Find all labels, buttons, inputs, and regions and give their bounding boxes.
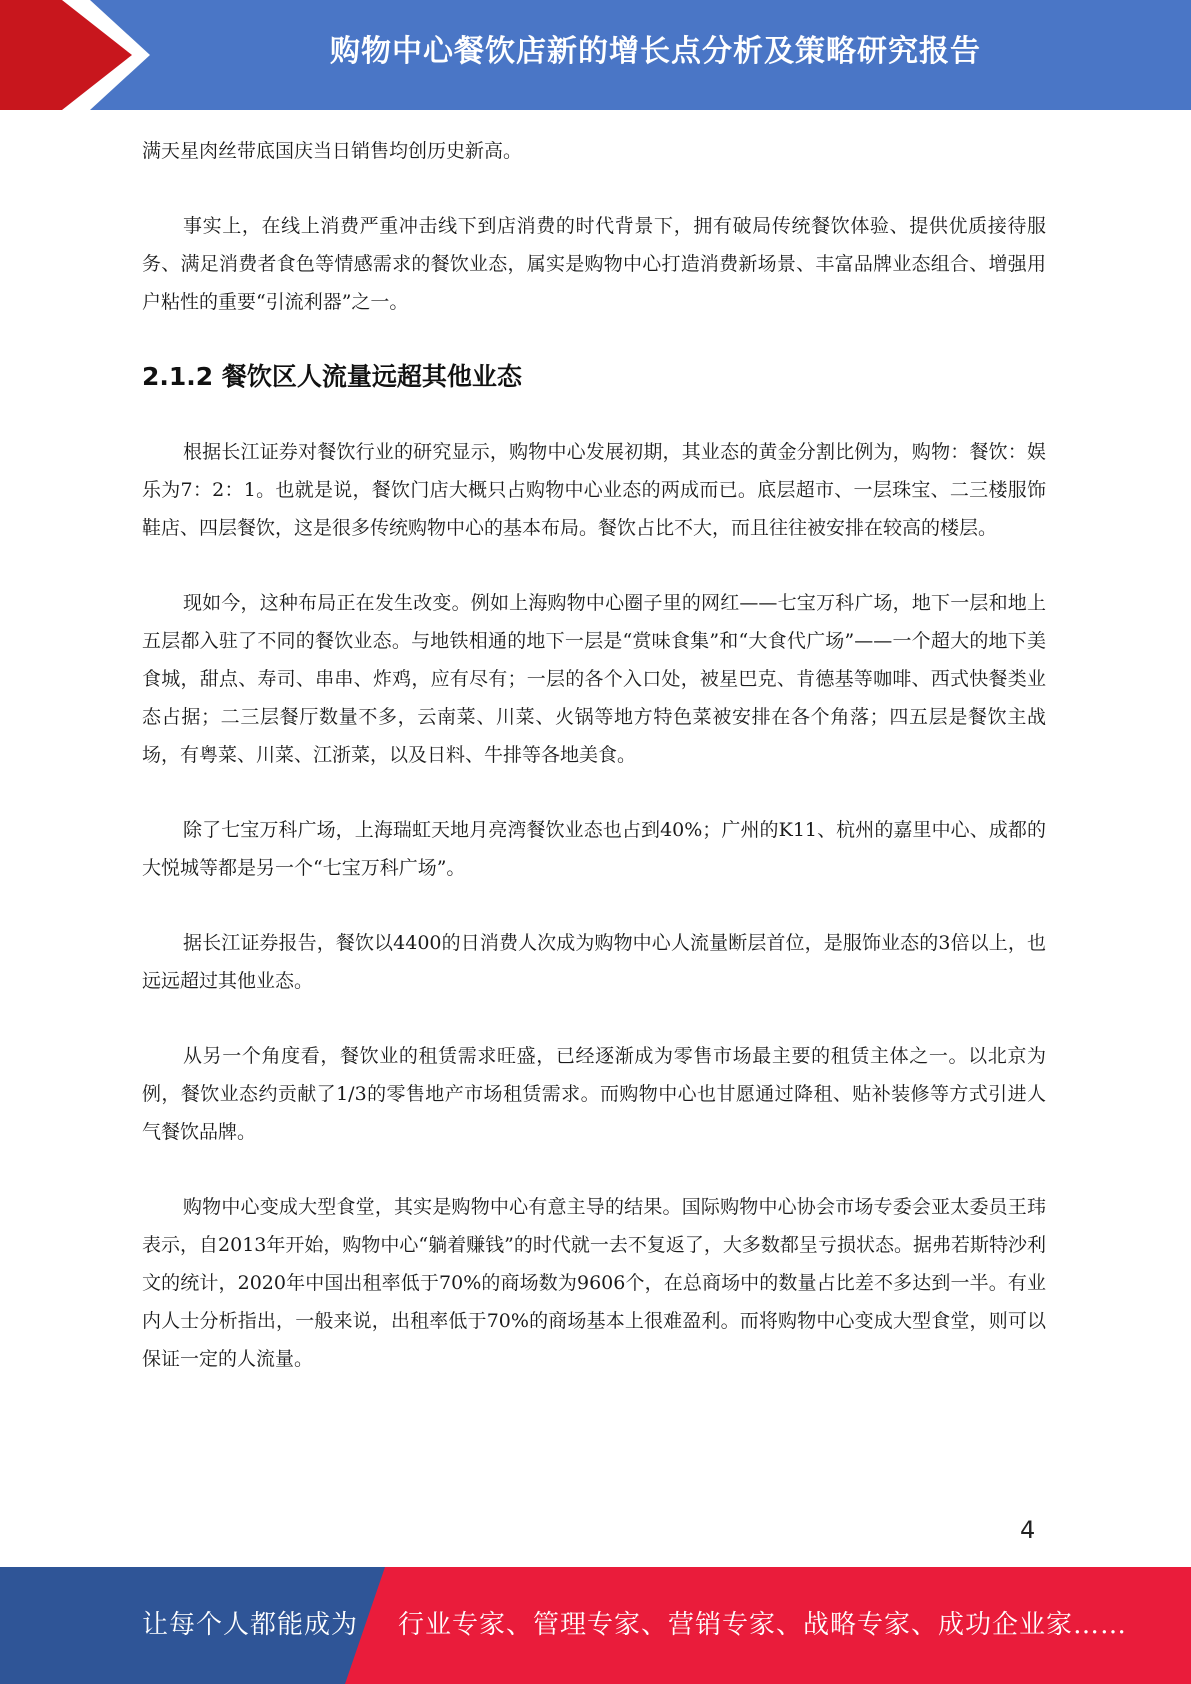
page-number: 4 [1020,1516,1036,1544]
header-arrow-red [0,0,132,110]
paragraph-8: 购物中心变成大型食堂，其实是购物中心有意主导的结果。国际购物中心协会市场专委会亚太委员王玮表示，自2013年开始，购物中心“躺着赚钱”的时代就一去不复返了，大多数都呈亏损状态。据弗若斯特沙利文的统计，2020年中国出租率低于70%的商场数为9606个，在总商场中的数量占比差不多达到一半。有业内人士分析指出，一般来说，出租率低于70%的商场基本上很难盈利。而将购物中心变成大型食堂，则可以保证一定的人流量。 [142,1196,1046,1370]
section-heading: 2.1.2 餐饮区人流量远超其他业态 [142,362,522,391]
header-arrow-icon [0,0,160,110]
footer-slogan-right: 行业专家、管理专家、营销专家、战略专家、成功企业家…… [398,1610,1128,1640]
paragraph-7: 从另一个角度看，餐饮业的租赁需求旺盛，已经逐渐成为零售市场最主要的租赁主体之一。以北京为例，餐饮业态约贡献了1/3的零售地产市场租赁需求。而购物中心也甘愿通过降租、贴补装修等方式引进人气餐饮品牌。 [142,1045,1046,1143]
paragraph-6: 据长江证券报告，餐饮以4400的日消费人次成为购物中心人流量断层首位，是服饰业态的3倍以上，也远远超过其他业态。 [142,932,1046,992]
footer-slogan-left: 让每个人都能成为 [142,1610,359,1640]
paragraph-1: 满天星肉丝带底国庆当日销售均创历史新高。 [142,140,523,162]
header-title: 购物中心餐饮店新的增长点分析及策略研究报告 [330,34,981,69]
article-body [142,132,1046,1378]
paragraph-3: 根据长江证券对餐饮行业的研究显示，购物中心发展初期，其业态的黄金分割比例为，购物：餐饮：娱乐为7：2：1。也就是说，餐饮门店大概只占购物中心业态的两成而已。底层超市、一层珠宝、二三楼服饰鞋店、四层餐饮，这是很多传统购物中心的基本布局。餐饮占比不大，而且往往被安排在较高的楼层。 [142,441,1046,539]
page-footer [0,1567,1191,1684]
paragraph-4: 现如今，这种布局正在发生改变。例如上海购物中心圈子里的网红——七宝万科广场，地下一层和地上五层都入驻了不同的餐饮业态。与地铁相通的地下一层是“赏味食集”和“大食代广场”——一个超大的地下美食城，甜点、寿司、串串、炸鸡，应有尽有；一层的各个入口处，被星巴克、肯德基等咖啡、西式快餐类业态占据；二三层餐厅数量不多，云南菜、川菜、火锅等地方特色菜被安排在各个角落；四五层是餐饮主战场，有粤菜、川菜、江浙菜，以及日料、牛排等各地美食。 [142,592,1046,766]
paragraph-2: 事实上，在线上消费严重冲击线下到店消费的时代背景下，拥有破局传统餐饮体验、提供优质接待服务、满足消费者食色等情感需求的餐饮业态，属实是购物中心打造消费新场景、丰富品牌业态组合、增强用户粘性的重要“引流利器”之一。 [142,215,1046,313]
page-header [0,0,1191,110]
paragraph-5: 除了七宝万科广场，上海瑞虹天地月亮湾餐饮业态也占到40%；广州的K11、杭州的嘉里中心、成都的大悦城等都是另一个“七宝万科广场”。 [142,819,1046,879]
